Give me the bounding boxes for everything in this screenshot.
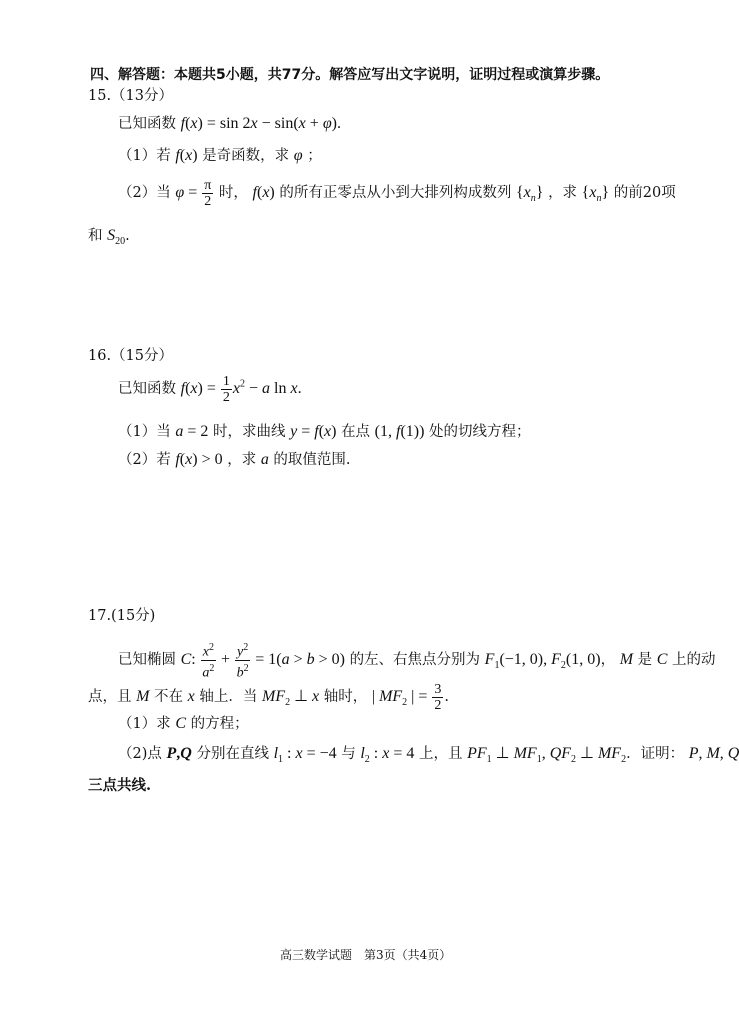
q17-part2-pmq: P, M, Q	[688, 745, 739, 762]
q17-part1-end: 的方程；	[190, 716, 249, 732]
q16-part2	[118, 450, 351, 470]
q15-part2-tail: 的前20项	[613, 185, 676, 202]
q15-part1-text: 是奇函数，求	[202, 148, 290, 164]
q17-line2-m: M	[136, 688, 150, 706]
q17-line2-len: | $MF_2$ | = $\frac{3}{2}$	[371, 682, 442, 713]
q16-part2-text: ，求	[227, 452, 257, 468]
q16-part2-ineq: f(x) > 0	[175, 451, 223, 468]
q16-part1-curve: y = f(x)	[290, 423, 337, 440]
q16-function: f(x) = $\frac{1}{2}$ $x^2 - a$ ln x.	[180, 374, 302, 405]
q16-part2-label: （2）若	[118, 452, 171, 468]
q16-part1-point: (1, f(1))	[374, 423, 425, 440]
q15-part2-line2	[88, 226, 130, 252]
q15-part2-end: .	[125, 228, 130, 244]
q17-part1	[118, 714, 249, 734]
q16-part1	[118, 422, 531, 442]
q15-part2-text: 的所有正零点从小到大排列构成数列	[279, 185, 512, 202]
q15-part2-label: （2）当	[118, 185, 171, 202]
q16-part1-label: （1）当	[118, 424, 171, 440]
q17-given-is: 是	[637, 651, 653, 668]
q16-part2-a: a	[260, 451, 269, 468]
q17-part2-text: 分别在直线	[196, 746, 269, 762]
q17-line2-perp: $MF_2$ ⊥ x	[261, 688, 320, 709]
q17-line2-b: 不在	[154, 689, 184, 706]
q15-number: 15.（13分）	[88, 88, 174, 104]
q16-part1-text2: 在点	[341, 424, 371, 440]
q17-given-comma: ，	[600, 651, 616, 668]
q15-part2-seq2: $\{x_n\}$	[581, 184, 610, 205]
q16-part2-end: 的取值范围.	[273, 452, 351, 468]
q15-part2-and: 和	[88, 228, 103, 244]
q16-given-label: 已知函数	[118, 381, 176, 398]
q15-part2-when: 时，	[218, 185, 248, 202]
q17-given	[118, 640, 716, 680]
q15-part2-fx: f(x)	[252, 184, 275, 202]
q17-line2	[88, 682, 449, 713]
q16-part1-a: a = 2	[175, 423, 209, 440]
q17-number: 17.(15分)	[88, 608, 156, 624]
q16-part1-text: 时，求曲线	[212, 424, 286, 440]
q17-part2-perps: $PF_1$ ⊥ $MF_1$, $QF_2$ ⊥ $MF_2$	[467, 745, 627, 766]
q17-c: C	[656, 650, 668, 668]
q17-given-end: 上的动	[672, 651, 716, 668]
q17-given-label: 已知椭圆	[118, 651, 176, 668]
q15-part2-seq: $\{x_n\}$	[515, 184, 544, 205]
q17-given-text: 的左、右焦点分别为	[349, 651, 481, 668]
q17-part2	[118, 744, 739, 770]
q15-part1	[118, 146, 322, 166]
q15-part1-label: （1）若	[118, 148, 171, 164]
q17-line2-e: .	[444, 689, 450, 706]
q15-given-label: 已知函数	[118, 116, 176, 132]
q17-part2-l2: $l_2$ : x = 4	[360, 745, 415, 766]
q17-line2-x: x	[187, 688, 195, 706]
q15-part2-phi-value: φ = $\frac{\pi}{2}$	[175, 178, 212, 209]
q17-part2-and: 与	[341, 746, 356, 762]
q17-line2-d: 轴时，	[323, 689, 368, 706]
q16-number: 16.（15分）	[88, 348, 174, 364]
q17-part2-line2: 三点共线.	[88, 777, 152, 794]
q17-m: M	[619, 650, 634, 668]
q17-part1-label: （1）求	[118, 716, 171, 732]
q17-part2-prove: ．证明：	[626, 746, 685, 762]
q17-line2-a: 点，且	[88, 689, 132, 706]
section-header: 四、解答题：本题共5小题，共77分。解答应写出文字说明，证明过程或演算步骤。	[90, 67, 610, 83]
q15-part1-end: ；	[307, 148, 322, 164]
q15-function: f(x) = sin 2x − sin(x + φ).	[180, 115, 341, 132]
q17-part1-c: C	[175, 715, 187, 732]
q15-part2	[118, 178, 676, 209]
q17-foci: $F_1(-1$, 0), $F_2(1$, 0)	[484, 650, 601, 672]
q17-part2-l1: $l_1$ : x = −4	[273, 745, 337, 766]
q16-given	[118, 374, 302, 405]
q17-part2-text2: 上，且	[419, 746, 463, 762]
q17-line2-c: 轴上．当	[199, 689, 258, 706]
q17-part2-label: （2)点	[118, 746, 162, 762]
q15-part2-ask: ，求	[548, 185, 578, 202]
page-footer: 高三数学试题 第3页（共4页）	[280, 948, 452, 962]
q15-part1-fx: f(x)	[175, 147, 198, 164]
q17-ellipse: C: $\frac{x^2}{a^2}$ + $\frac{y^2}{b^2}$ = 1(a > b > 0)	[180, 642, 345, 681]
q15-given	[118, 114, 341, 134]
q15-part2-sum: $S_{20}$	[107, 227, 126, 248]
q15-part1-phi: φ	[293, 147, 303, 164]
q17-part2-pq: P,Q	[166, 745, 192, 762]
q16-part1-end: 处的切线方程；	[429, 424, 531, 440]
